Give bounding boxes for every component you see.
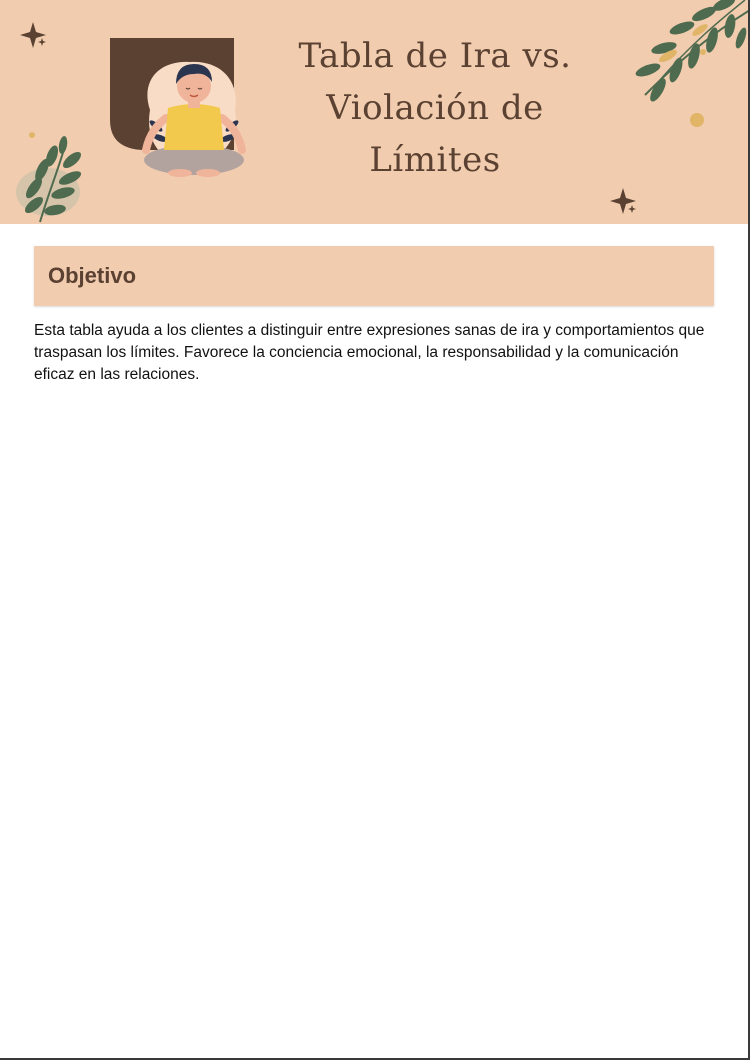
leaf-branch-icon (634, 0, 750, 104)
section-heading-bar (34, 246, 714, 306)
dot-icon (700, 49, 706, 55)
dot-icon (29, 132, 35, 138)
dot-icon (690, 113, 704, 127)
sparkle-icon (610, 188, 636, 214)
title-line: Límites (369, 140, 501, 180)
objective-paragraph: Esta tabla ayuda a los clientes a distinguir entre expresiones sanas de ira y comportamientos que traspasan los límites. Favorece la conciencia emocional, la responsabilidad y la comunicación eficaz en las relaciones. (34, 322, 705, 383)
title-line: Tabla de Ira vs. (298, 36, 572, 76)
header-banner (0, 0, 750, 224)
meditation-illustration (110, 38, 244, 177)
section-title: Objetivo (48, 263, 137, 288)
title-line: Violación de (326, 88, 544, 128)
page-title (270, 30, 600, 186)
sparkle-icon (20, 22, 46, 48)
leaf-branch-icon (16, 135, 84, 222)
